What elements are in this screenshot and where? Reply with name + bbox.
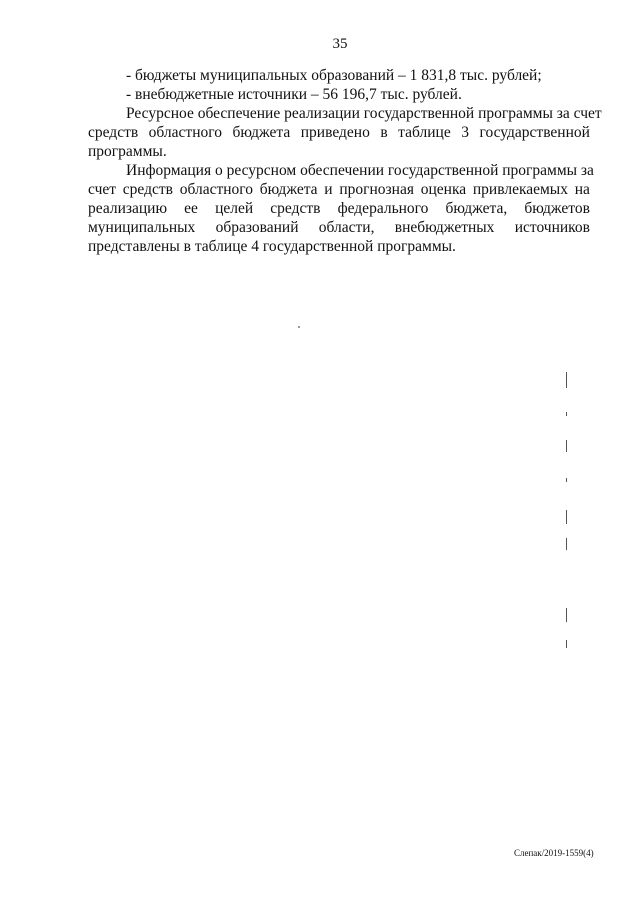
word: государственной [479,124,590,141]
word: 3 [461,124,469,141]
word: таблице [398,124,451,141]
word: средств [122,181,173,198]
word: на [574,181,590,198]
scan-artifact [298,326,300,328]
word: областного [148,124,222,141]
word: образований [215,219,299,236]
word: бюджета [232,124,291,141]
paragraph-line-justified [88,123,590,142]
paragraph-line-justified [88,180,590,199]
word: прогнозная [339,181,414,198]
scan-artifact [566,412,567,416]
word: средств [270,200,321,217]
word: привлекаемых [472,181,568,198]
word: области, [318,219,375,236]
paragraph-line: Ресурсное обеспечение реализации государственной программы за счет [126,105,602,122]
scan-artifact [566,538,567,550]
scan-artifact [566,510,567,524]
document-body [88,66,602,256]
scan-artifact [566,372,567,388]
page-number: 35 [332,36,348,52]
paragraph-line: программы. [88,143,167,160]
scan-artifact [566,640,567,648]
word: бюджета [259,181,318,198]
word: бюджетов [524,200,590,217]
word: счет [88,181,117,198]
paragraph-line-justified [88,218,590,237]
word: целей [215,200,254,217]
word: областного [179,181,253,198]
word: оценка [420,181,467,198]
word: ее [184,200,198,217]
scan-artifact [566,440,567,452]
word: и [324,181,333,198]
paragraph-line-justified [88,199,590,218]
paragraph-line: Информация о ресурсном обеспечении государственной программы за [126,162,594,179]
word: внебюджетных [394,219,495,236]
paragraph-line: представлены в таблице 4 государственной программы. [88,238,456,255]
word: источников [514,219,590,236]
word: федерального [337,200,429,217]
paragraph-resource-information [88,161,594,256]
list-item-municipal-budgets: - бюджеты муниципальных образований – 1 831,8 тыс. рублей; [126,67,542,84]
word: реализацию [88,200,168,217]
word: муниципальных [88,219,196,236]
word: средств [88,124,139,141]
list-item-extrabudgetary-sources: - внебюджетные источники – 56 196,7 тыс. рублей. [126,86,462,103]
word: приведено [300,124,370,141]
document-code: Слепак/2019-1559(4) [514,848,594,858]
scan-artifact [566,608,567,622]
word: бюджета, [445,200,508,217]
word: в [380,124,388,141]
scan-artifact [566,478,567,482]
paragraph-resource-provision [88,104,602,161]
